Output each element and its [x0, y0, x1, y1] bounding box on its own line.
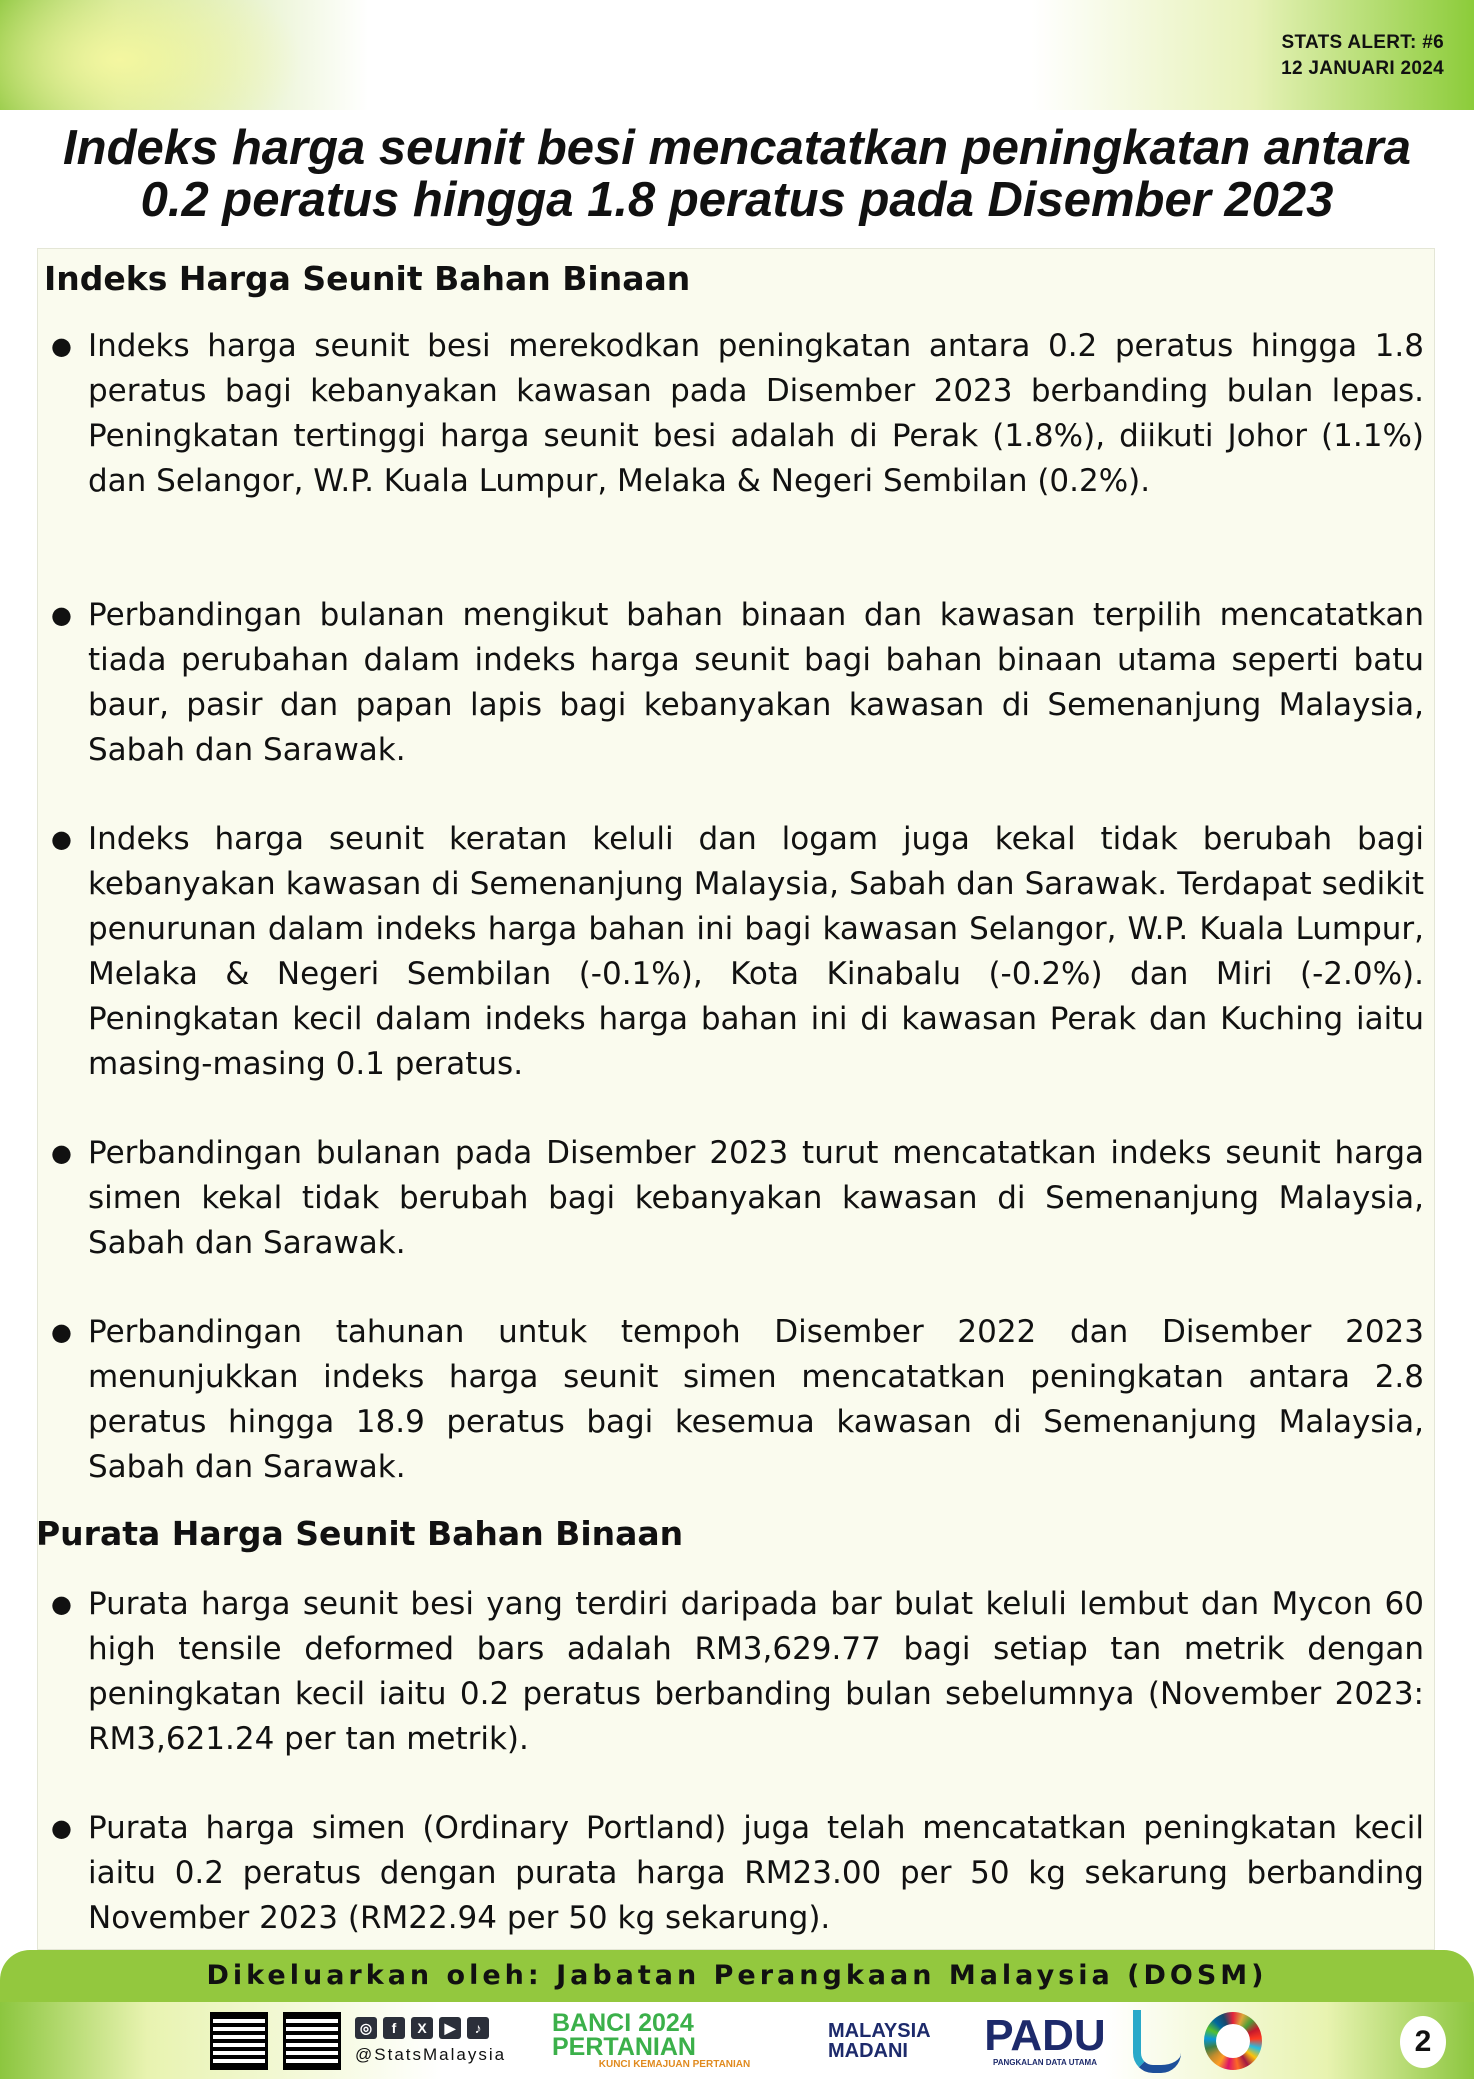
footer-bar: [0, 1950, 1474, 2002]
sdg-logo-icon: [1200, 2010, 1266, 2072]
qr-code-icon[interactable]: [210, 2010, 268, 2072]
social-media: [355, 2010, 545, 2072]
list-item: ● Perbandingan bulanan pada Disember 2023 turut mencatatkan indeks seunit harga simen kekal tidak berubah bagi kebanyakan kawasan di Semenanjung Malaysia, Sabah dan Sarawak.: [51, 1131, 1424, 1266]
padu-logo: [975, 2010, 1115, 2072]
bullet-icon: ●: [51, 825, 72, 853]
list-item: ● Indeks harga seunit keratan keluli dan logam juga kekal tidak berubah bagi kebanyakan kawasan di Semenanjung Malaysia, Sabah dan Sarawak. Terdapat sedikit penurunan dalam indeks harga bahan ini bagi kawasan Selangor, W.P. Kuala Lumpur, Melaka & Negeri Sembilan (-0.1%), Kota Kinabalu (-0.2%) dan Miri (-2.0%). Peningkatan kecil dalam indeks harga bahan ini di kawasan Perak dan Kuching iaitu masing-masing 0.1 peratus.: [51, 817, 1424, 1087]
padu-tagline: PANGKALAN DATA UTAMA: [993, 2058, 1097, 2067]
section-heading: Purata Harga Seunit Bahan Binaan: [36, 1514, 684, 1553]
list-item: ● Indeks harga seunit besi merekodkan peningkatan antara 0.2 peratus hingga 1.8 peratus bagi kebanyakan kawasan pada Disember 2023 berbanding bulan lepas. Peningkatan tertinggi harga seunit besi adalah di Perak (1.8%), diikuti Johor (1.1%) dan Selangor, W.P. Kuala Lumpur, Melaka & Negeri Sembilan (0.2%).: [51, 324, 1424, 504]
bullet-icon: ●: [51, 332, 72, 360]
alert-number: STATS ALERT: #6: [1281, 32, 1444, 53]
list-item: ● Perbandingan bulanan mengikut bahan binaan dan kawasan terpilih mencatatkan tiada perubahan dalam indeks harga seunit bagi bahan binaan utama seperti batu baur, pasir dan papan lapis bagi kebanyakan kawasan di Semenanjung Malaysia, Sabah dan Sarawak.: [51, 593, 1424, 773]
instagram-icon[interactable]: ◎: [355, 2017, 377, 2039]
logo-band: [0, 2002, 1474, 2079]
page-number: 2: [1400, 2016, 1446, 2068]
tiktok-icon[interactable]: ♪: [467, 2017, 489, 2039]
bullet-icon: ●: [51, 1139, 72, 1167]
youtube-icon[interactable]: ▶: [439, 2017, 461, 2039]
bullet-icon: ●: [51, 601, 72, 629]
issued-by: Dikeluarkan oleh: Jabatan Perangkaan Malaysia (DOSM): [206, 1960, 1268, 1991]
bullet-icon: ●: [51, 1318, 72, 1346]
banci-logo-text: BANCI 2024 PERTANIAN: [552, 2009, 696, 2061]
social-handle: @StatsMalaysia: [355, 2045, 507, 2064]
madani-text: MALAYSIA MADANI: [828, 2020, 930, 2062]
banci-tagline: KUNCI KEMAJUAN PERTANIAN: [598, 2059, 751, 2070]
page-title: [0, 122, 1474, 226]
facebook-icon[interactable]: f: [383, 2017, 405, 2039]
title-line-1: Indeks harga seunit besi mencatatkan peningkatan antara: [63, 121, 1411, 175]
list-item: ● Purata harga simen (Ordinary Portland) juga telah mencatatkan peningkatan kecil iaitu 0.2 peratus dengan purata harga RM23.00 per 50 kg sekarung berbanding November 2023 (RM22.94 per 50 kg sekarung).: [51, 1806, 1424, 1941]
content-panel: [37, 248, 1435, 1950]
x-icon[interactable]: X: [411, 2017, 433, 2039]
bullet-icon: ●: [51, 1590, 72, 1618]
list-item: ● Purata harga seunit besi yang terdiri daripada bar bulat keluli lembut dan Mycon 60 high tensile deformed bars adalah RM3,629.77 bagi setiap tan metrik dengan peningkatan kecil iaitu 0.2 peratus berbanding bulan sebelumnya (November 2023: RM3,621.24 per tan metrik).: [51, 1582, 1424, 1762]
list-item: ● Perbandingan tahunan untuk tempoh Disember 2022 dan Disember 2023 menunjukkan indeks harga seunit simen mencatatkan peningkatan antara 2.8 peratus hingga 18.9 peratus bagi kesemua kawasan di Semenanjung Malaysia, Sabah dan Sarawak.: [51, 1310, 1424, 1490]
header-banner: [0, 0, 1474, 110]
banci-pertanian-logo: [552, 2010, 797, 2072]
alert-date: 12 JANUARI 2024: [1281, 58, 1444, 79]
qr-code-icon[interactable]: [283, 2010, 341, 2072]
stats-alert: [1281, 30, 1444, 82]
malaysia-madani-logo: [808, 2010, 958, 2072]
title-line-2: 0.2 peratus hingga 1.8 peratus pada Disember 2023: [140, 173, 1334, 227]
dosm-emblem-icon: [1132, 2010, 1182, 2072]
padu-text: PADU: [984, 2011, 1106, 2060]
section-heading: Indeks Harga Seunit Bahan Binaan: [44, 259, 691, 298]
bullet-icon: ●: [51, 1814, 72, 1842]
